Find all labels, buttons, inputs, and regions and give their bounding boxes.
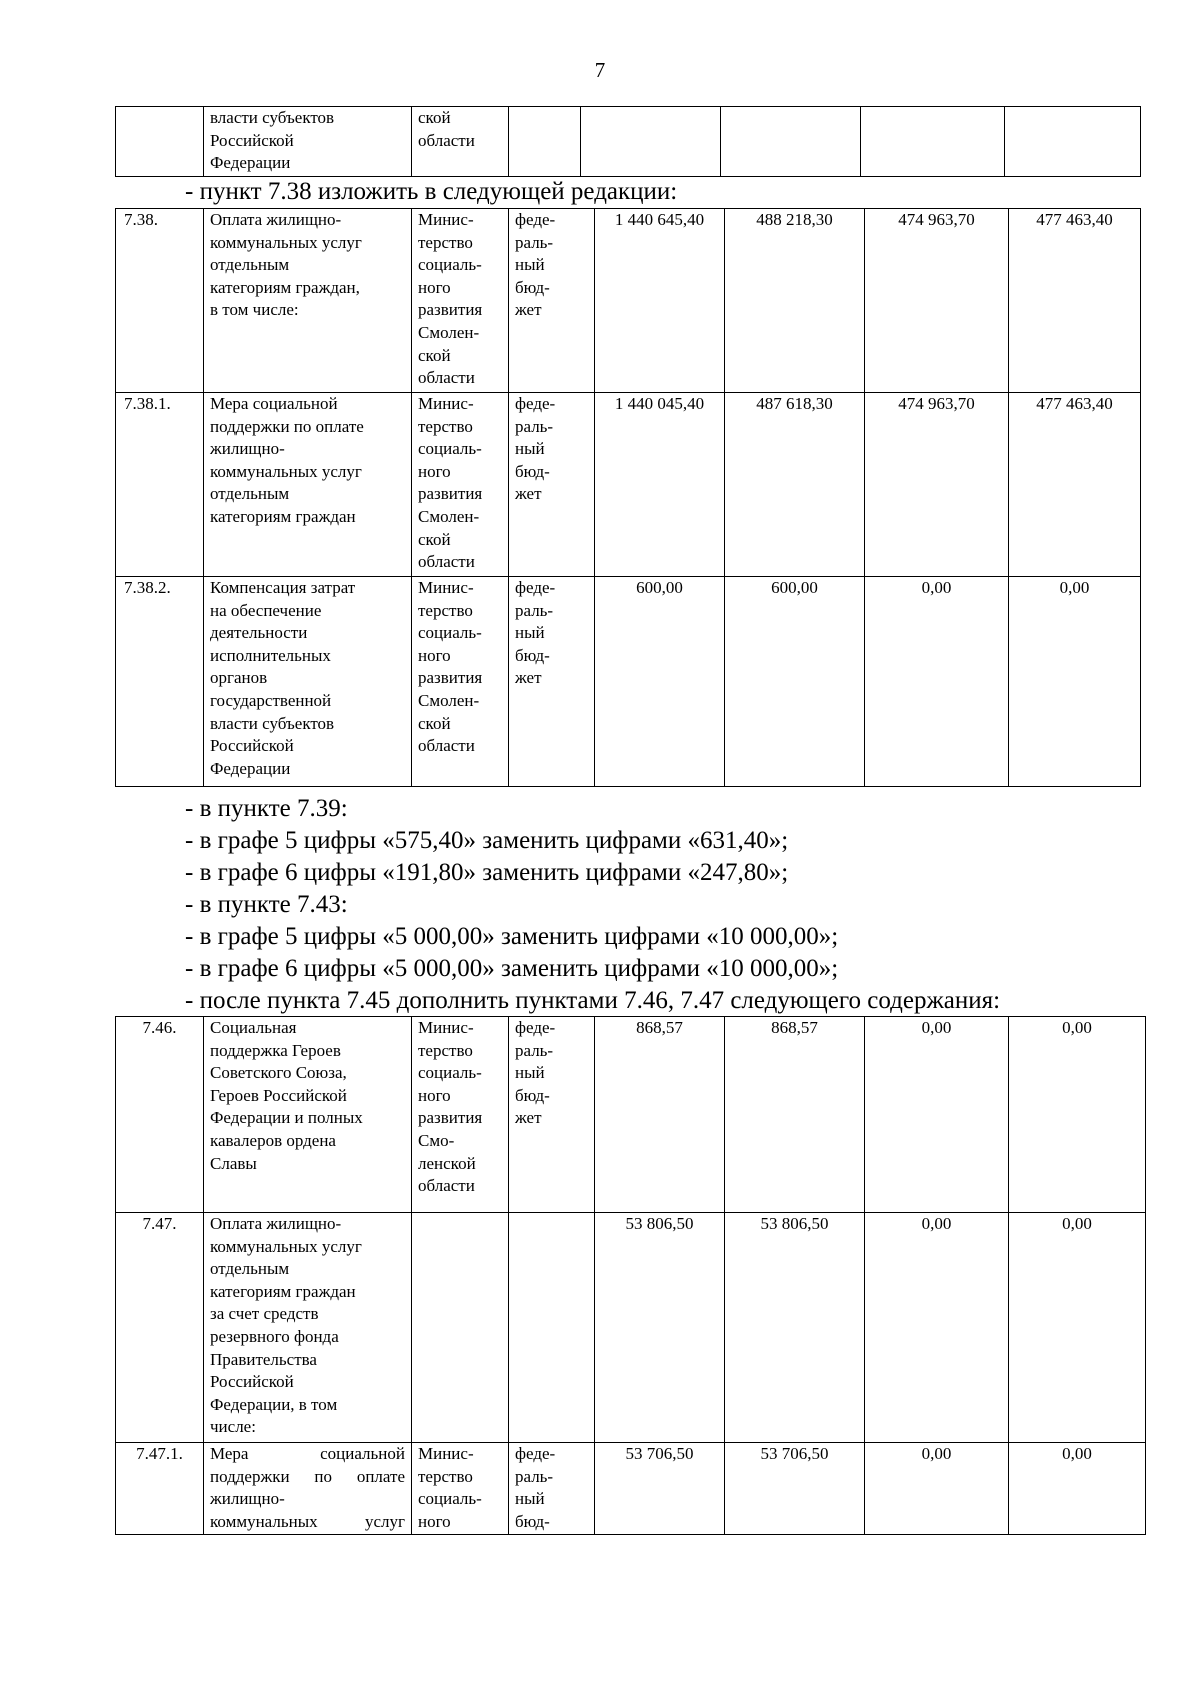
- cell-text-line: ный: [515, 255, 545, 275]
- cell-text-line: области: [418, 368, 475, 388]
- cell-text-line: отдельным: [210, 255, 290, 275]
- cell-text-line: коммунальных услуг: [210, 461, 362, 481]
- cell-text-line: 1 440 645,40: [614, 210, 705, 229]
- cell-text-line: Героев Российской: [210, 1085, 347, 1105]
- cell-text-line: Федерации: [210, 758, 291, 778]
- page-number: 7: [594, 58, 606, 82]
- cell-text-line: области: [418, 736, 475, 756]
- cell-num: [116, 393, 204, 577]
- cell-year-3: [1009, 1017, 1146, 1213]
- cell-text-line: Социальная: [210, 1018, 297, 1037]
- cell-text-line: раль-: [515, 600, 554, 620]
- instruction-line: - в пункте 7.43:: [185, 891, 348, 918]
- cell-text-line: 0,00: [1062, 1018, 1092, 1037]
- cell-text-line: бюд-: [515, 645, 550, 665]
- instruction-7-38: - пункт 7.38 изложить в следующей редакции:: [185, 178, 678, 205]
- cell-text-line: Смо-: [418, 1130, 455, 1150]
- cell-text-line: Российской: [210, 130, 294, 150]
- cell-text-line: 0,00: [1059, 578, 1090, 597]
- cell-text-line: коммунальных услуг: [210, 1236, 362, 1256]
- cell-text-line: отдельным: [210, 1259, 290, 1279]
- cell-text-line: 53 806,50: [760, 1214, 829, 1233]
- cell-text-line: 0,00: [921, 578, 952, 597]
- cell-text-line: Федерации и полных: [210, 1108, 363, 1128]
- table-items-7-46-7-47: [115, 1016, 1146, 1535]
- cell-text-line: Мера социальной: [210, 1444, 405, 1463]
- cell-year-2: [865, 1443, 1009, 1535]
- cell-text-line: терство: [418, 600, 473, 620]
- cell-text-line: 53 706,50: [625, 1444, 694, 1463]
- cell-source: [509, 1017, 595, 1213]
- cell-text-line: 868,57: [636, 1018, 683, 1037]
- cell-total: [595, 1017, 725, 1213]
- cell-text-line: терство: [418, 416, 473, 436]
- cell-text-line: раль-: [515, 416, 554, 436]
- cell-text-line: раль-: [515, 232, 554, 252]
- cell-text-line: Минис-: [418, 394, 474, 413]
- cell-text-line: поддержки по оплате: [210, 1466, 405, 1486]
- cell-text-line: раль-: [515, 1466, 554, 1486]
- cell-text-line: коммунальных услуг: [210, 232, 362, 252]
- cell-text-line: ного: [418, 645, 451, 665]
- cell-text-line: Мера социальной: [210, 394, 338, 413]
- cell-text-line: ный: [515, 439, 545, 459]
- cell-year-3: [1009, 1213, 1146, 1443]
- cell-text-line: Минис-: [418, 578, 474, 597]
- cell-text-line: деятельности: [210, 623, 308, 643]
- cell-text-line: ный: [515, 1063, 545, 1083]
- cell-text-line: ской: [418, 345, 451, 365]
- cell-text-line: 7.46.: [142, 1018, 177, 1037]
- cell-num: [116, 1017, 204, 1213]
- cell-text-line: Правительства: [210, 1349, 317, 1369]
- cell-text-line: терство: [418, 1466, 473, 1486]
- cell-text-line: социаль-: [418, 1489, 482, 1509]
- cell-text-line: ного: [418, 277, 451, 297]
- cell-year-1: [725, 1213, 865, 1443]
- cell-text-line: социаль-: [418, 1063, 482, 1083]
- cell-total: [581, 107, 721, 177]
- cell-text-line: органов: [210, 668, 268, 688]
- cell-text-line: категориям граждан: [210, 1281, 356, 1301]
- cell-text-line: ного: [418, 461, 451, 481]
- cell-text-line: 0,00: [1062, 1214, 1092, 1233]
- cell-text-line: 7.47.1.: [136, 1444, 183, 1463]
- cell-text-line: 0,00: [921, 1444, 952, 1463]
- cell-text-line: коммунальных услуг: [210, 1511, 405, 1531]
- cell-executor: [412, 393, 509, 577]
- cell-text-line: резервного фонда: [210, 1326, 339, 1346]
- cell-text-line: раль-: [515, 1040, 554, 1060]
- cell-text-line: Смолен-: [418, 322, 480, 342]
- cell-text-line: жет: [515, 1108, 542, 1128]
- cell-text-line: категориям граждан: [210, 506, 356, 526]
- instruction-line: - в графе 5 цифры «575,40» заменить цифрами «631,40»;: [185, 827, 789, 854]
- cell-text-line: категориям граждан,: [210, 277, 360, 297]
- cell-text-line: на обеспечение: [210, 600, 322, 620]
- cell-text-line: Минис-: [418, 1018, 474, 1037]
- cell-num: [116, 1443, 204, 1535]
- cell-text-line: Смолен-: [418, 690, 480, 710]
- cell-text-line: области: [418, 130, 475, 150]
- instruction-line: - в графе 6 цифры «5 000,00» заменить цифрами «10 000,00»;: [185, 955, 839, 982]
- cell-text-line: Оплата жилищно-: [210, 210, 342, 229]
- cell-text-line: числе:: [210, 1417, 256, 1437]
- cell-executor: [412, 107, 509, 177]
- cell-source: [509, 1443, 595, 1535]
- cell-num: [116, 1213, 204, 1443]
- cell-text-line: развития: [418, 1108, 483, 1128]
- cell-source: [509, 577, 595, 787]
- instruction-line: - в пункте 7.39:: [185, 795, 348, 822]
- cell-text-line: власти субъектов: [210, 108, 335, 127]
- cell-text-line: 0,00: [921, 1214, 952, 1233]
- cell-text-line: Смолен-: [418, 506, 480, 526]
- cell-name: [204, 1017, 412, 1213]
- cell-text-line: Российской: [210, 1372, 294, 1392]
- cell-text-line: исполнительных: [210, 645, 331, 665]
- table-row: [116, 107, 1141, 177]
- cell-text-line: Федерации, в том: [210, 1394, 338, 1414]
- instruction-line: - после пункта 7.45 дополнить пунктами 7.46, 7.47 следующего содержания:: [185, 987, 1001, 1014]
- cell-text-line: ный: [515, 1489, 545, 1509]
- cell-text-line: развития: [418, 300, 483, 320]
- cell-text-line: развития: [418, 668, 483, 688]
- cell-name: [204, 1213, 412, 1443]
- cell-name: [204, 1443, 412, 1535]
- cell-source: [509, 107, 581, 177]
- cell-year-2: [865, 393, 1009, 577]
- cell-text-line: социаль-: [418, 255, 482, 275]
- cell-year-3: [1009, 393, 1141, 577]
- cell-executor: [412, 1443, 509, 1535]
- cell-text-line: ленской: [418, 1153, 476, 1173]
- cell-text-line: 477 463,40: [1036, 394, 1113, 413]
- cell-source: [509, 1213, 595, 1443]
- cell-text-line: терство: [418, 1040, 473, 1060]
- cell-name: [204, 577, 412, 787]
- cell-text-line: жет: [515, 668, 542, 688]
- cell-text-line: ской: [418, 713, 451, 733]
- cell-text-line: Компенсация затрат: [210, 578, 356, 597]
- table-row: [116, 209, 1141, 393]
- cell-year-3: [1009, 209, 1141, 393]
- cell-text-line: развития: [418, 484, 483, 504]
- table-row: [116, 577, 1141, 787]
- table-item-7-38: [115, 208, 1141, 787]
- cell-text-line: отдельным: [210, 484, 290, 504]
- table-row: [116, 393, 1141, 577]
- cell-text-line: 487 618,30: [756, 394, 833, 413]
- cell-text-line: 7.38.2.: [124, 578, 171, 597]
- cell-num: [116, 209, 204, 393]
- cell-num: [116, 107, 204, 177]
- table-row: [116, 1443, 1146, 1535]
- cell-name: [204, 209, 412, 393]
- cell-text-line: 7.47.: [142, 1214, 177, 1233]
- cell-total: [595, 393, 725, 577]
- cell-year-1: [725, 1017, 865, 1213]
- cell-year-2: [865, 209, 1009, 393]
- cell-text-line: 0,00: [1062, 1444, 1092, 1463]
- cell-text-line: власти субъектов: [210, 713, 335, 733]
- cell-text-line: ного: [418, 1511, 451, 1531]
- cell-text-line: Оплата жилищно-: [210, 1214, 342, 1233]
- cell-text-line: феде-: [515, 578, 556, 597]
- cell-text-line: 53 706,50: [760, 1444, 829, 1463]
- cell-total: [595, 577, 725, 787]
- cell-year-2: [861, 107, 1005, 177]
- cell-total: [595, 209, 725, 393]
- instruction-line: - в графе 5 цифры «5 000,00» заменить цифрами «10 000,00»;: [185, 923, 839, 950]
- cell-year-1: [725, 577, 865, 787]
- cell-text-line: терство: [418, 232, 473, 252]
- cell-text-line: феде-: [515, 394, 556, 413]
- cell-text-line: 1 440 045,40: [614, 394, 705, 413]
- cell-text-line: Минис-: [418, 210, 474, 229]
- cell-text-line: жет: [515, 300, 542, 320]
- cell-text-line: 474 963,70: [898, 210, 975, 229]
- cell-text-line: Минис-: [418, 1444, 474, 1463]
- cell-executor: [412, 209, 509, 393]
- cell-year-1: [725, 1443, 865, 1535]
- cell-executor: [412, 577, 509, 787]
- cell-text-line: Советского Союза,: [210, 1063, 347, 1083]
- cell-text-line: бюд-: [515, 1085, 550, 1105]
- cell-text-line: кавалеров ордена: [210, 1130, 336, 1150]
- cell-text-line: 488 218,30: [756, 210, 833, 229]
- cell-text-line: 600,00: [771, 578, 818, 597]
- instruction-line: - в графе 6 цифры «191,80» заменить цифрами «247,80»;: [185, 859, 789, 886]
- cell-text-line: Федерации: [210, 153, 291, 173]
- cell-text-line: за счет средств: [210, 1304, 319, 1324]
- cell-text-line: феде-: [515, 1018, 556, 1037]
- cell-text-line: ской: [418, 529, 451, 549]
- cell-text-line: 7.38.: [124, 210, 158, 229]
- table-row: [116, 1213, 1146, 1443]
- cell-text-line: бюд-: [515, 1511, 550, 1531]
- cell-text-line: области: [418, 1176, 475, 1196]
- cell-text-line: Российской: [210, 736, 294, 756]
- cell-executor: [412, 1213, 509, 1443]
- cell-text-line: области: [418, 552, 475, 572]
- cell-year-2: [865, 577, 1009, 787]
- cell-source: [509, 209, 595, 393]
- cell-total: [595, 1443, 725, 1535]
- cell-text-line: поддержки по оплате: [210, 416, 364, 436]
- cell-text-line: 600,00: [636, 578, 683, 597]
- cell-text-line: 7.38.1.: [124, 394, 171, 413]
- cell-name: [204, 107, 412, 177]
- cell-text-line: феде-: [515, 210, 556, 229]
- cell-text-line: жилищно-: [210, 1489, 285, 1509]
- cell-text-line: жилищно-: [210, 439, 285, 459]
- cell-year-3: [1005, 107, 1141, 177]
- table-row: [116, 1017, 1146, 1213]
- cell-text-line: жет: [515, 484, 542, 504]
- cell-name: [204, 393, 412, 577]
- cell-text-line: в том числе:: [210, 300, 299, 320]
- cell-text-line: социаль-: [418, 439, 482, 459]
- cell-total: [595, 1213, 725, 1443]
- cell-text-line: бюд-: [515, 277, 550, 297]
- cell-num: [116, 577, 204, 787]
- cell-text-line: ской: [418, 108, 451, 127]
- cell-text-line: 53 806,50: [625, 1214, 694, 1233]
- cell-text-line: 474 963,70: [898, 394, 975, 413]
- cell-text-line: 477 463,40: [1036, 210, 1113, 229]
- cell-year-3: [1009, 577, 1141, 787]
- cell-text-line: 868,57: [771, 1018, 818, 1037]
- cell-text-line: феде-: [515, 1444, 556, 1463]
- cell-text-line: социаль-: [418, 623, 482, 643]
- cell-text-line: бюд-: [515, 461, 550, 481]
- cell-year-1: [725, 393, 865, 577]
- cell-executor: [412, 1017, 509, 1213]
- cell-year-2: [865, 1213, 1009, 1443]
- cell-text-line: государственной: [210, 690, 332, 710]
- cell-year-1: [725, 209, 865, 393]
- cell-text-line: ного: [418, 1085, 451, 1105]
- table-continuation-fragment: [115, 106, 1141, 177]
- cell-year-3: [1009, 1443, 1146, 1535]
- cell-year-2: [865, 1017, 1009, 1213]
- cell-source: [509, 393, 595, 577]
- cell-text-line: поддержка Героев: [210, 1040, 341, 1060]
- cell-year-1: [721, 107, 861, 177]
- cell-text-line: ный: [515, 623, 545, 643]
- cell-text-line: Славы: [210, 1153, 257, 1173]
- cell-text-line: 0,00: [921, 1018, 952, 1037]
